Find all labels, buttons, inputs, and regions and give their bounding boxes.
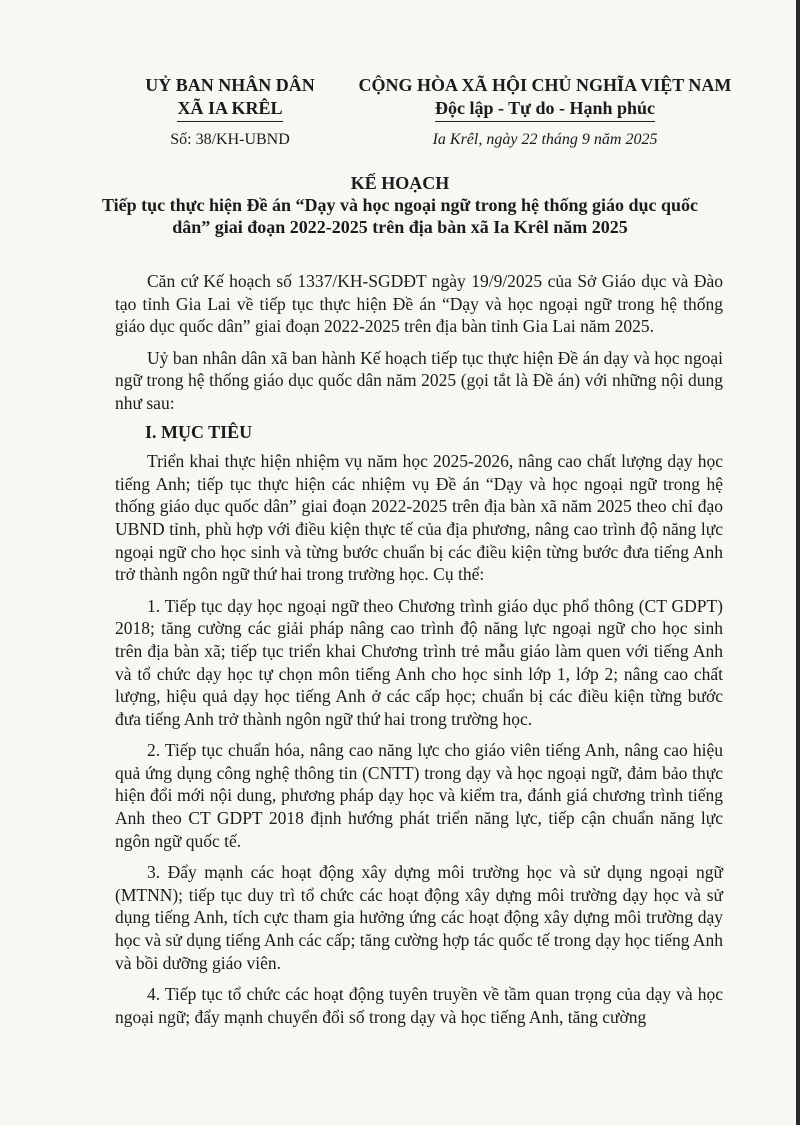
agency-name: UỶ BAN NHÂN DÂN [145, 75, 315, 95]
scan-border [796, 0, 800, 1125]
agency-commune: XÃ IA KRÊL [177, 97, 282, 122]
paragraph-legal-basis: Căn cứ Kế hoạch số 1337/KH-SGDĐT ngày 19/9/2025 của Sở Giáo dục và Đào tạo tỉnh Gia Lai về tiếp tục thực hiện Đề án “Dạy và học ngoại ngữ trong hệ thống giáo dục quốc dân” giai đoạn 2022-2025 trên địa bàn tỉnh Gia Lai năm 2025. [115, 271, 723, 337]
document-title-block [90, 172, 710, 238]
section-heading-objectives: I. MỤC TIÊU [145, 421, 253, 442]
paragraph-general-goal: Triển khai thực hiện nhiệm vụ năm học 2025-2026, nâng cao chất lượng dạy học tiếng Anh; tiếp tục thực hiện các nhiệm vụ Đề án “Dạy và học ngoại ngữ trong hệ thống giáo dục quốc dân” giai đoạn 2022-2025 trên địa bàn xã năm 2025 theo chỉ đạo UBND tỉnh, phù hợp với điều kiện thực tế của địa phương, nâng cao trình độ năng lực ngoại ngữ cho học sinh và từng bước chuẩn bị các điều kiện từng bước đưa tiếng Anh trở thành ngôn ngữ thứ hai trong trường học. Cụ thể: [115, 451, 723, 585]
place-date: Ia Krêl, ngày 22 tháng 9 năm 2025 [432, 131, 658, 148]
document-type: KẾ HOẠCH [350, 173, 450, 193]
objective-item-1: 1. Tiếp tục dạy học ngoại ngữ theo Chương trình giáo dục phổ thông (CT GDPT) 2018; tăng cường các giải pháp nâng cao trình độ năng lực ngoại ngữ cho học sinh trên địa bàn xã; tiếp tục triển khai Chương trình trẻ mẫu giáo làm quen với tiếng Anh và tổ chức dạy học tự chọn môn tiếng Anh cho học sinh lớp 1, lớp 2; nâng cao chất lượng, hiệu quả dạy học tiếng Anh ở các cấp học; chuẩn bị các điều kiện từng bước đưa tiếng Anh trở thành ngôn ngữ thứ hai trong trường học. [115, 595, 723, 729]
national-motto: Độc lập - Tự do - Hạnh phúc [435, 97, 655, 122]
document-number: Số: 38/KH-UBND [170, 131, 290, 148]
objective-item-3: 3. Đẩy mạnh các hoạt động xây dựng môi trường học và sử dụng ngoại ngữ (MTNN); tiếp tục duy trì tổ chức các hoạt động xây dựng môi trường dạy học và sử dụng tiếng Anh, tích cực tham gia hưởng ứng các hoạt động xây dựng môi trường dạy học và sử dụng tiếng Anh các cấp; tăng cường hợp tác quốc tế trong dạy học tiếng Anh và bồi dưỡng giáo viên. [115, 862, 724, 973]
national-header-block [350, 74, 740, 149]
issuing-agency-block [120, 74, 340, 149]
document-subject: Tiếp tục thực hiện Đề án “Dạy và học ngoại ngữ trong hệ thống giáo dục quốc dân” giai đoạn 2022-2025 trên địa bàn xã Ia Krêl năm 2025 [101, 195, 698, 237]
national-title: CỘNG HÒA XÃ HỘI CHỦ NGHĨA VIỆT NAM [358, 75, 732, 95]
objective-item-2: 2. Tiếp tục chuẩn hóa, nâng cao năng lực cho giáo viên tiếng Anh, nâng cao hiệu quả ứng dụng công nghệ thông tin (CNTT) trong dạy và học ngoại ngữ, đảm bảo thực hiện đổi mới nội dung, phương pháp dạy học và kiểm tra, đánh giá chương trình tiếng Anh theo CT GDPT 2018 định hướng phát triển năng lực, tiếp cận chuẩn năng lực ngôn ngữ quốc tế. [115, 740, 723, 851]
objective-item-4: 4. Tiếp tục tổ chức các hoạt động tuyên truyền về tầm quan trọng của dạy và học ngoại ngữ; đẩy mạnh chuyển đổi số trong dạy và học tiếng Anh, tăng cường [115, 984, 723, 1027]
paragraph-introduction: Uỷ ban nhân dân xã ban hành Kế hoạch tiếp tục thực hiện Đề án dạy và học ngoại ngữ trong hệ thống giáo dục quốc dân năm 2025 (gọi tắt là Đề án) với những nội dung như sau: [115, 347, 723, 413]
document-body [115, 270, 723, 1037]
